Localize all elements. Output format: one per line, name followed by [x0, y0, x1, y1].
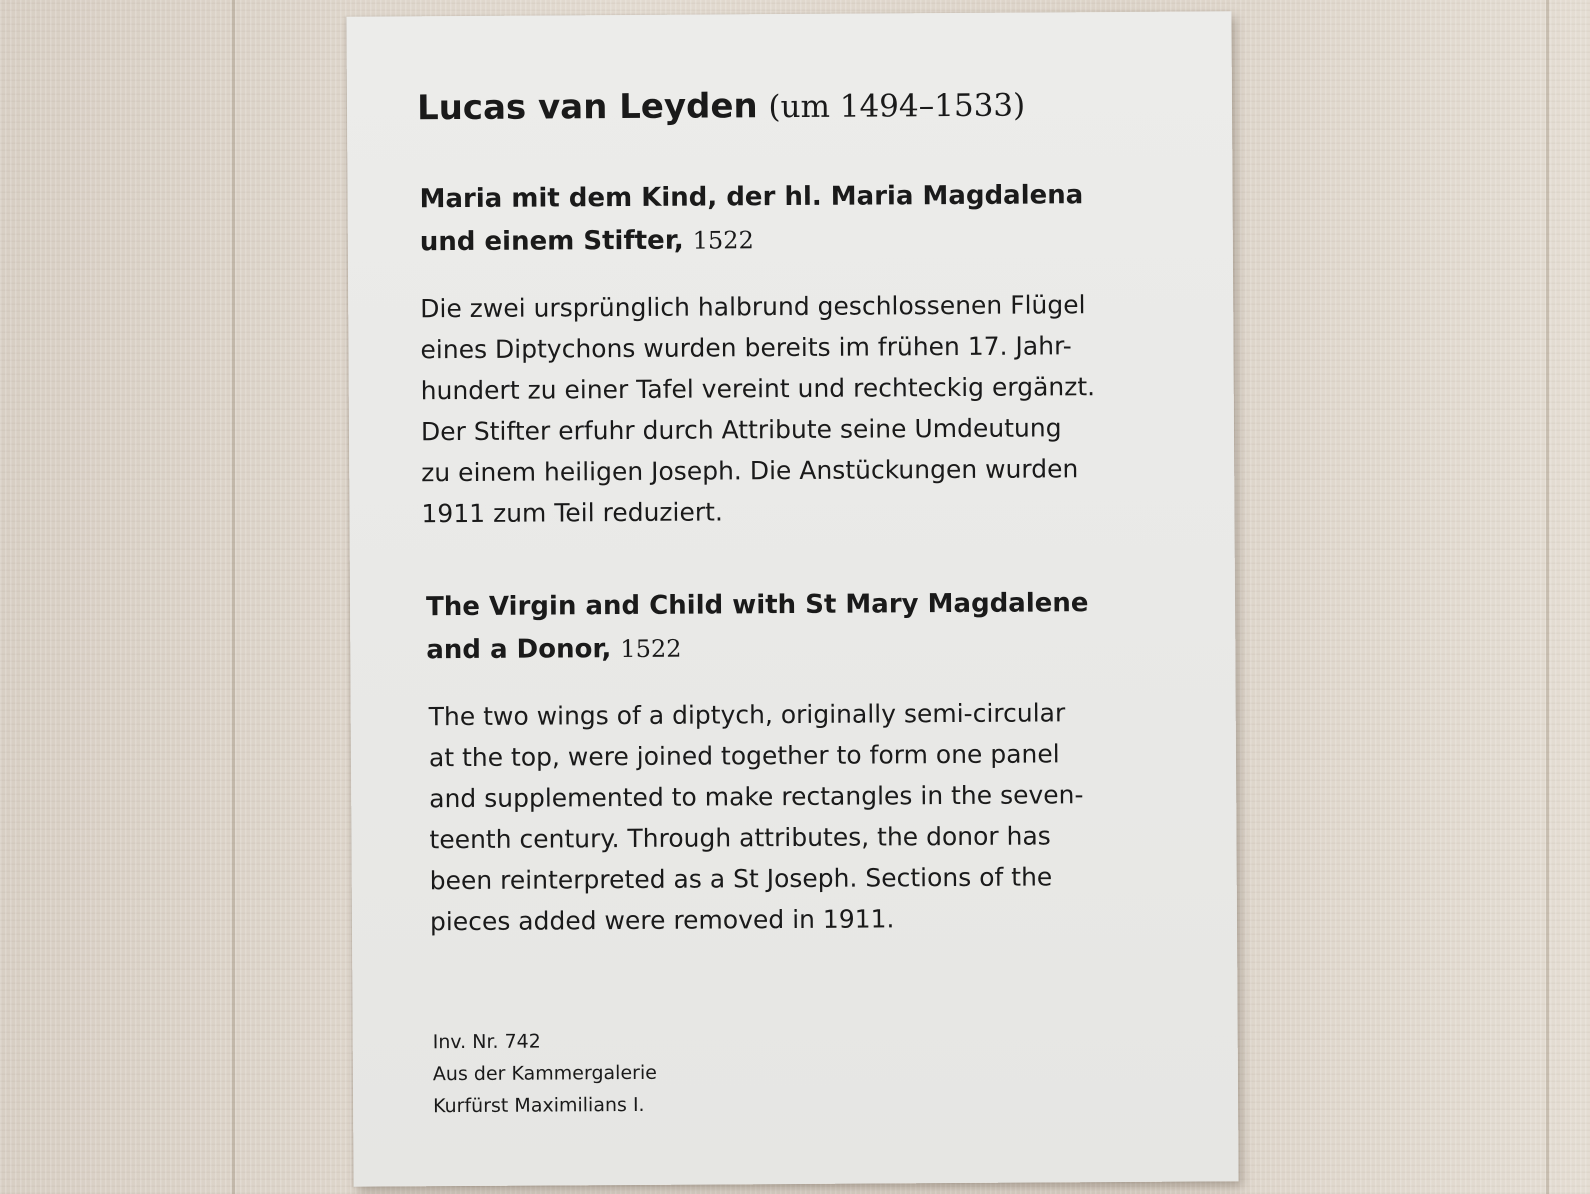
- description-line: and supplemented to make rectangles in the seven-: [429, 780, 1084, 814]
- description-line: Die zwei ursprünglich halbrund geschlossenen Flügel: [420, 290, 1086, 324]
- description-line: eines Diptychons wurden bereits im frühen 17. Jahr-: [420, 331, 1072, 365]
- artist-dates: (um 1494–1533): [768, 87, 1026, 126]
- description-line: been reinterpreted as a St Joseph. Sections of the: [429, 862, 1053, 896]
- title-line: [420, 217, 1084, 264]
- provenance-line: Kurfürst Maximilians I.: [433, 1093, 645, 1118]
- artwork-title-german: [419, 174, 1083, 264]
- provenance-footer: [433, 1025, 658, 1122]
- description-line: at the top, were joined together to form one panel: [428, 739, 1060, 773]
- wall-seam: [1546, 0, 1549, 1194]
- wall-seam: [232, 0, 235, 1194]
- description-line: zu einem heiligen Joseph. Die Anstückungen wurden: [421, 454, 1079, 488]
- artist-heading: [417, 85, 1025, 130]
- title-line: The Virgin and Child with St Mary Magdalene: [425, 588, 1089, 623]
- description-line: teenth century. Through attributes, the donor has: [429, 821, 1051, 855]
- description-line: hundert zu einer Tafel vereint und rechteckig ergänzt.: [420, 372, 1096, 406]
- artwork-title-english: [426, 582, 1089, 672]
- museum-label-plaque: [346, 11, 1238, 1186]
- artwork-year: 1522: [692, 226, 754, 255]
- title-line: Maria mit dem Kind, der hl. Maria Magdalena: [419, 180, 1084, 215]
- title-line-text: and a Donor,: [426, 634, 612, 666]
- description-line: 1911 zum Teil reduziert.: [421, 497, 723, 529]
- description-english: [429, 692, 1085, 942]
- provenance-line: Aus der Kammergalerie: [432, 1061, 657, 1086]
- artwork-year: 1522: [620, 634, 682, 664]
- title-line: [426, 625, 1089, 672]
- title-line-text: und einem Stifter,: [419, 225, 684, 258]
- description-german: [420, 284, 1096, 534]
- description-line: pieces added were removed in 1911.: [429, 904, 895, 937]
- description-line: Der Stifter erfuhr durch Attribute seine Umdeutung: [420, 413, 1062, 447]
- artist-name: Lucas van Leyden: [416, 86, 758, 129]
- description-line: The two wings of a diptych, originally semi-circular: [428, 698, 1066, 732]
- inventory-number: Inv. Nr. 742: [432, 1030, 541, 1054]
